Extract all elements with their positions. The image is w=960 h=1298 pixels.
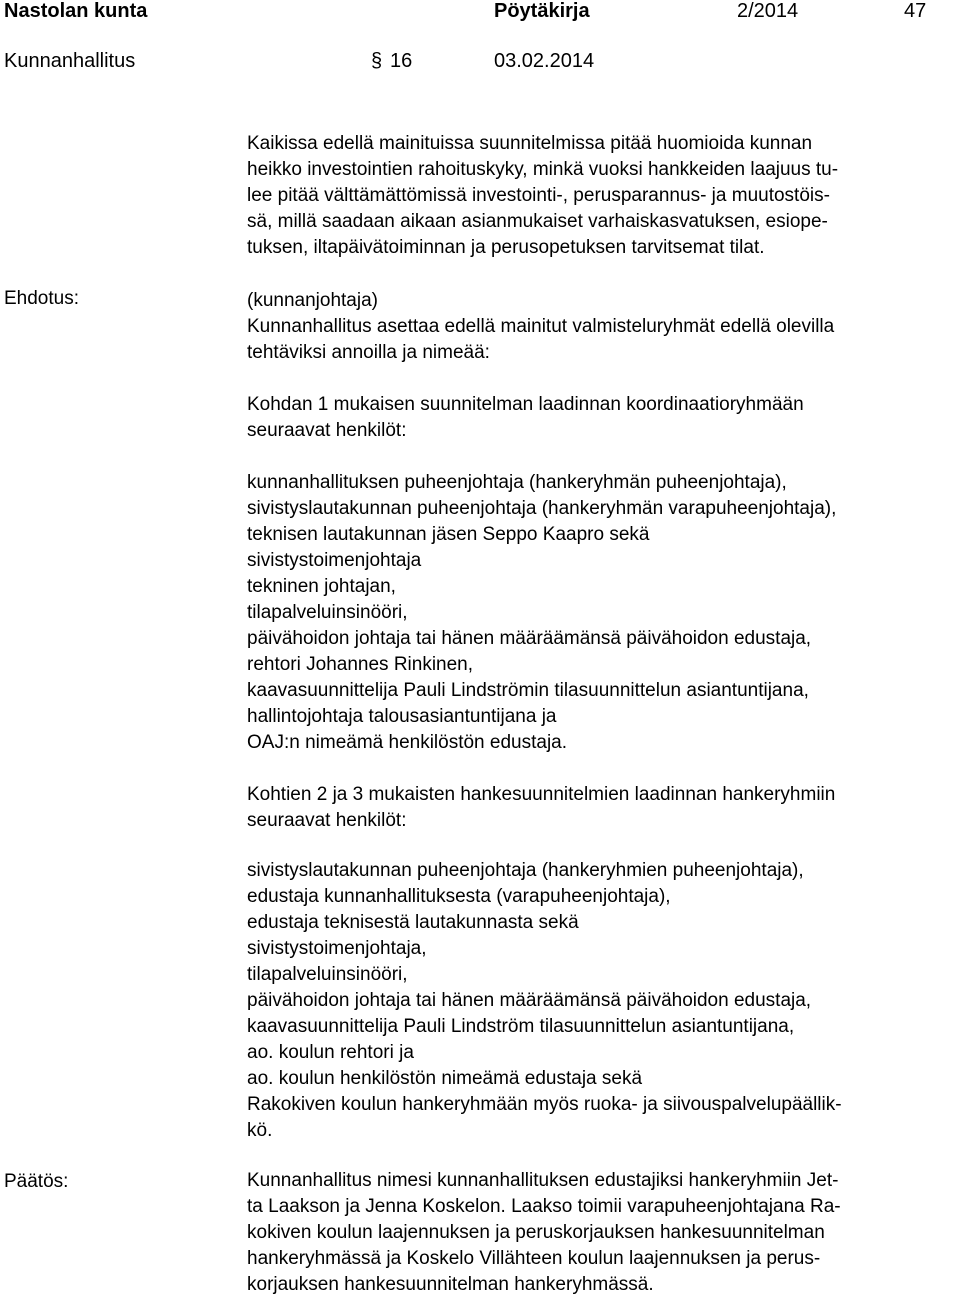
text-line: rehtori Johannes Rinkinen, <box>247 654 474 675</box>
group1-heading <box>247 392 959 444</box>
text-line: tilapalveluinsinööri, <box>247 602 408 623</box>
text-line: Rakokiven koulun hankeryhmään myös ruoka- ja siivouspalvelupäällik- <box>247 1094 842 1115</box>
text-line: kaavasuunnittelija Pauli Lindströmin tilasuunnittelun asiantuntijana, <box>247 680 809 701</box>
section-symbol: § <box>371 50 383 72</box>
text-line: sä, millä saadaan aikaan asianmukaiset varhaiskasvatuksen, esiope- <box>247 211 828 232</box>
group2-members <box>247 858 959 1144</box>
section-number: 16 <box>390 50 413 72</box>
text-line: päivähoidon johtaja tai hänen määräämänsä päivähoidon edustaja, <box>247 990 812 1011</box>
text-line: kö. <box>247 1120 273 1141</box>
municipality-name: Nastolan kunta <box>4 0 148 22</box>
text-line: heikko investointien rahoituskyky, minkä vuoksi hankkeiden laajuus tu- <box>247 159 839 180</box>
decision-label: Päätös: <box>4 1171 69 1192</box>
text-line: sivistystoimenjohtaja, <box>247 938 427 959</box>
group2-heading <box>247 782 959 834</box>
text-line: Kohdan 1 mukaisen suunnitelman laadinnan koordinaatioryhmään <box>247 394 804 415</box>
text-line: korjauksen hankesuunnitelman hankeryhmässä. <box>247 1274 654 1295</box>
document-type: Pöytäkirja <box>494 0 590 22</box>
intro-paragraph <box>247 131 959 261</box>
text-line: hallintojohtaja talousasiantuntijana ja <box>247 706 557 727</box>
text-line: tuksen, iltapäivätoiminnan ja perusopetuksen tarvitsemat tilat. <box>247 237 765 258</box>
text-line: sivistystoimenjohtaja <box>247 550 422 571</box>
text-line: Kunnanhallitus asettaa edellä mainitut valmisteluryhmät edellä olevilla <box>247 316 835 337</box>
text-line: sivistyslautakunnan puheenjohtaja (hankeryhmien puheenjohtaja), <box>247 860 804 881</box>
body-name: Kunnanhallitus <box>4 50 136 72</box>
text-line: teknisen lautakunnan jäsen Seppo Kaapro sekä <box>247 524 650 545</box>
text-line: tehtäviksi annoilla ja nimeää: <box>247 342 490 363</box>
text-line: Kunnanhallitus nimesi kunnanhallituksen edustajiksi hankeryhmiin Jet- <box>247 1170 839 1191</box>
text-line: ta Laakson ja Jenna Koskelon. Laakso toimii varapuheenjohtajana Ra- <box>247 1196 841 1217</box>
text-line: Kohtien 2 ja 3 mukaisten hankesuunnitelmien laadinnan hankeryhmiin <box>247 784 836 805</box>
group1-members <box>247 470 959 756</box>
text-line: kaavasuunnittelija Pauli Lindström tilasuunnittelun asiantuntijana, <box>247 1016 795 1037</box>
decision-paragraph <box>247 1168 959 1298</box>
proposal-lead <box>247 314 959 366</box>
text-line: tilapalveluinsinööri, <box>247 964 408 985</box>
text-line: hankeryhmässä ja Koskelo Villähteen koulun laajennuksen ja perus- <box>247 1248 821 1269</box>
text-line: lee pitää välttämättömissä investointi-, perusparannus- ja muutostöis- <box>247 185 830 206</box>
proposer <box>247 288 959 314</box>
text-line: kokiven koulun laajennuksen ja peruskorjauksen hankesuunnitelman <box>247 1222 825 1243</box>
text-line: seuraavat henkilöt: <box>247 810 407 831</box>
text-line: seuraavat henkilöt: <box>247 420 407 441</box>
text-line: edustaja kunnanhallituksesta (varapuheenjohtaja), <box>247 886 671 907</box>
text-line: Kaikissa edellä mainituissa suunnitelmissa pitää huomioida kunnan <box>247 133 813 154</box>
page-number: 47 <box>904 0 927 22</box>
text-line: OAJ:n nimeämä henkilöstön edustaja. <box>247 732 568 753</box>
text-line: tekninen johtajan, <box>247 576 396 597</box>
proposal-label: Ehdotus: <box>4 288 79 309</box>
text-line: ao. koulun henkilöstön nimeämä edustaja sekä <box>247 1068 643 1089</box>
document-number: 2/2014 <box>737 0 799 22</box>
text-line: sivistyslautakunnan puheenjohtaja (hankeryhmän varapuheenjohtaja), <box>247 498 837 519</box>
text-line: päivähoidon johtaja tai hänen määräämänsä päivähoidon edustaja, <box>247 628 812 649</box>
proposer-text: (kunnanjohtaja) <box>247 290 378 311</box>
meeting-date: 03.02.2014 <box>494 50 595 72</box>
text-line: edustaja teknisestä lautakunnasta sekä <box>247 912 579 933</box>
text-line: kunnanhallituksen puheenjohtaja (hankeryhmän puheenjohtaja), <box>247 472 787 493</box>
text-line: ao. koulun rehtori ja <box>247 1042 414 1063</box>
